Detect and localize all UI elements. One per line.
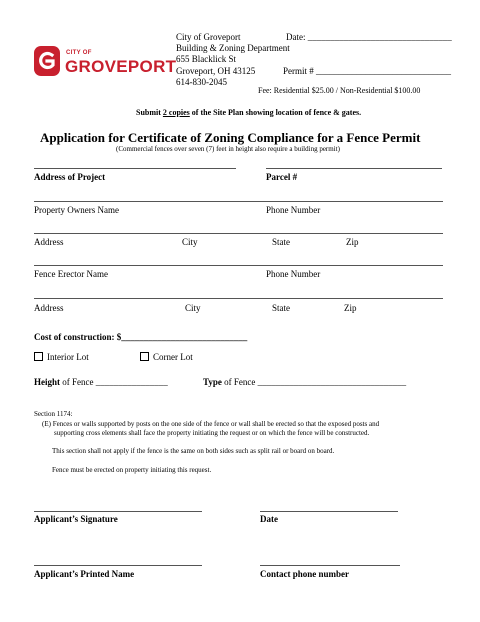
page-title: Application for Certificate of Zoning Compliance for a Fence Permit — [40, 130, 421, 145]
permit-field[interactable]: Permit # ______________________________ — [283, 66, 451, 76]
section-heading: Section 1174: — [34, 410, 73, 418]
city2-label: City — [185, 303, 201, 313]
owner-line[interactable] — [34, 201, 443, 202]
type-field[interactable]: Type of Fence _________________________________ — [203, 377, 407, 387]
fee-text: Fee: Residential $25.00 / Non-Residential $100.00 — [258, 86, 421, 95]
address-label: Address — [34, 237, 64, 247]
city-address: Groveport, OH 43125 — [176, 66, 256, 76]
contact-phone-label: Contact phone number — [260, 569, 350, 579]
date-field[interactable]: Date: ________________________________ — [286, 32, 452, 42]
date-line[interactable] — [260, 511, 398, 512]
height-field[interactable]: Height of Fence ________________ — [34, 377, 168, 387]
org-name: City of Groveport — [176, 32, 241, 42]
groveport-logo-mark — [34, 46, 60, 76]
parcel-label: Parcel # — [266, 172, 298, 182]
interior-lot-checkbox[interactable] — [34, 352, 43, 361]
cost-field[interactable]: Cost of construction: $____________________________ — [34, 332, 248, 342]
parcel-line[interactable] — [266, 168, 442, 169]
logo-groveport: GROVEPORT — [65, 57, 177, 76]
interior-lot-option[interactable]: Interior Lot — [34, 352, 89, 362]
city-label: City — [182, 237, 198, 247]
erector-address-line[interactable] — [34, 298, 443, 299]
section-e-line2: supporting cross elements shall face the property initiating the request or on which the fence will be constructed. — [54, 429, 370, 437]
dept-name: Building & Zoning Department — [176, 43, 290, 53]
erector-name-label: Fence Erector Name — [34, 269, 108, 279]
state2-label: State — [272, 303, 290, 313]
zip-label: Zip — [346, 237, 359, 247]
state-label: State — [272, 237, 290, 247]
phone: 614-830-2045 — [176, 77, 227, 87]
address-project-line[interactable] — [34, 168, 236, 169]
address2-label: Address — [34, 303, 64, 313]
submit-instruction: Submit 2 copies of the Site Plan showing location of fence & gates. — [136, 108, 362, 117]
applicant-signature-label: Applicant’s Signature — [34, 514, 118, 524]
page-subtitle: (Commercial fences over seven (7) feet in height also require a building permit) — [116, 145, 340, 153]
printed-name-label: Applicant’s Printed Name — [34, 569, 135, 579]
section-note2: Fence must be erected on property initiating this request. — [52, 466, 212, 474]
signature-line[interactable] — [34, 511, 202, 512]
erector-phone-label: Phone Number — [266, 269, 321, 279]
corner-lot-option[interactable]: Corner Lot — [140, 352, 193, 362]
date-label: Date — [260, 514, 278, 524]
printed-name-line[interactable] — [34, 565, 202, 566]
phone-number-label: Phone Number — [266, 205, 321, 215]
street-address: 655 Blacklick St — [176, 54, 236, 64]
owner-address-line[interactable] — [34, 233, 443, 234]
address-project-label: Address of Project — [34, 172, 106, 182]
contact-phone-line[interactable] — [260, 565, 400, 566]
corner-lot-checkbox[interactable] — [140, 352, 149, 361]
zip2-label: Zip — [344, 303, 357, 313]
section-e-line1: (E) Fences or walls supported by posts on the one side of the fence or wall shall be erected so that the exposed posts and — [42, 420, 380, 428]
section-note1: This section shall not apply if the fence is the same on both sides such as split rail or board on board. — [52, 447, 335, 455]
logo-city-of: CITY OF — [66, 50, 92, 56]
owner-name-label: Property Owners Name — [34, 205, 119, 215]
erector-line[interactable] — [34, 265, 443, 266]
